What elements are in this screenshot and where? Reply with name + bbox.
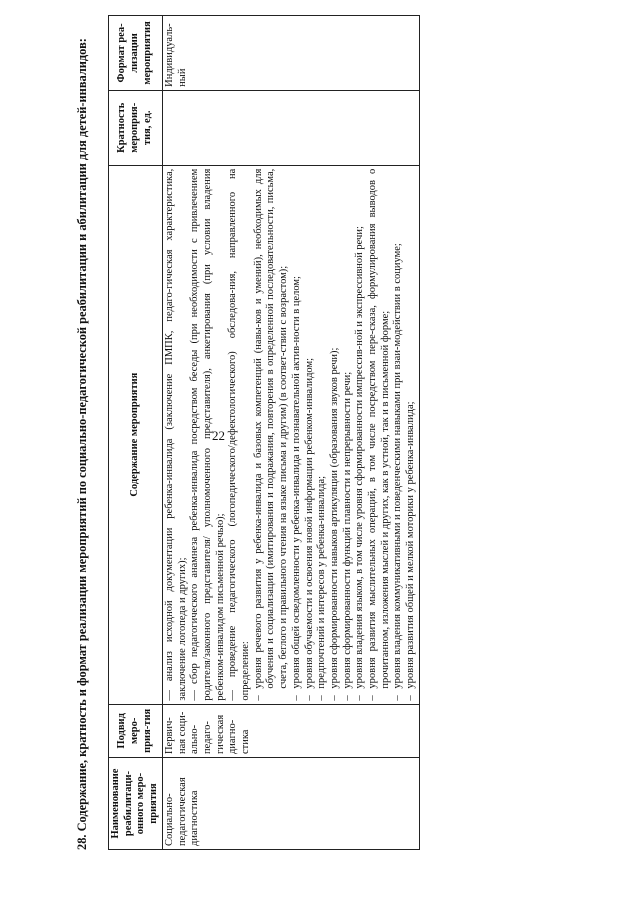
page-number: 22 bbox=[212, 428, 225, 443]
content-list-item: – уровня сформированности функций плавности и непрерывности речи; bbox=[342, 169, 355, 701]
table-row bbox=[162, 16, 419, 850]
header-multiplicity: Кратность мероприя-тия, ед. bbox=[109, 90, 163, 165]
header-subtype: Подвид меро-прия-тия bbox=[109, 704, 163, 757]
table-header-row bbox=[109, 16, 163, 850]
content-list-item: – уровня владения языком, в том числе уровня сформированности импрессив-ной и экспрессивной речи; bbox=[354, 169, 367, 701]
content-paragraph: — проведение педагогического (логопедического/дефектологического) обследова-ния, направленного на определение: bbox=[227, 168, 252, 701]
content-list-item: – уровня сформированности навыков артикуляции (образования звуков речи); bbox=[329, 169, 342, 701]
cell-content bbox=[162, 165, 419, 704]
content-list-item: – уровня владения коммуникативными и поведенческими навыками при взаи-модействии в социуме; bbox=[392, 169, 405, 701]
header-format: Формат реа-лизации мероприятия bbox=[109, 16, 163, 91]
section-title: 28. Содержание, кратность и формат реализации мероприятий по социально-педагогической реабилитации и абилитации для детей-инвалидов: bbox=[75, 38, 89, 850]
cell-format: Индивидуаль-ный bbox=[162, 16, 419, 91]
cell-subtype: Первич-ная соци-ально-педаго-гическая диагно-стика bbox=[162, 704, 419, 757]
content-list-item: – уровня развития общей и мелкой моторики у ребенка-инвалида; bbox=[405, 169, 418, 701]
rotated-page-content bbox=[75, 0, 630, 860]
content-paragraph: — сбор педагогического анамнеза ребенка-инвалида посредством беседы (при необходимости с привлечением родителя/законного представителя/ уполномоченного представителя), анкетирования (при условии владения ребенком-инвалидом письменной речью); bbox=[189, 168, 226, 701]
cell-multiplicity bbox=[162, 90, 419, 165]
content-paragraph: — анализ исходной документации ребенка-инвалида (заключение ПМПК, педаго-гическая характеристика, заключение логопеда и других); bbox=[163, 168, 188, 701]
content-list-item: – уровня обучаемости и освоения новой информации ребенком-инвалидом; bbox=[304, 169, 317, 701]
content-list-item: – уровня речевого развития у ребенка-инвалида и базовых компетенций (навы-ков и умений), необходимых для обучения и социализации (имитирования и подражания, повторения в определенной последовательности, письма, счета, беглого и правильного чтения на языке письма и другим) (в соответ-ствии с возрастом); bbox=[253, 169, 291, 701]
content-list-item: – уровня развития мыслительных операций, в том числе посредством пере-сказа, формулирования выводов о прочитанном, изложения мыслей и других, как в устной, так и в письменной форме; bbox=[367, 169, 392, 701]
content-list-item: – предпочтений и интересов у ребенка-инвалида; bbox=[316, 169, 329, 701]
header-content: Содержание мероприятия bbox=[109, 165, 163, 704]
measures-table bbox=[108, 15, 420, 850]
content-list-item: – уровня общей осведомленности у ребенка-инвалида и познавательной актив-ности в целом; bbox=[291, 169, 304, 701]
header-measure-name: Наименование реабилитаци-онного меро-приятия bbox=[109, 758, 163, 850]
cell-measure-name: Социально-педагогическая диагностика bbox=[162, 758, 419, 850]
